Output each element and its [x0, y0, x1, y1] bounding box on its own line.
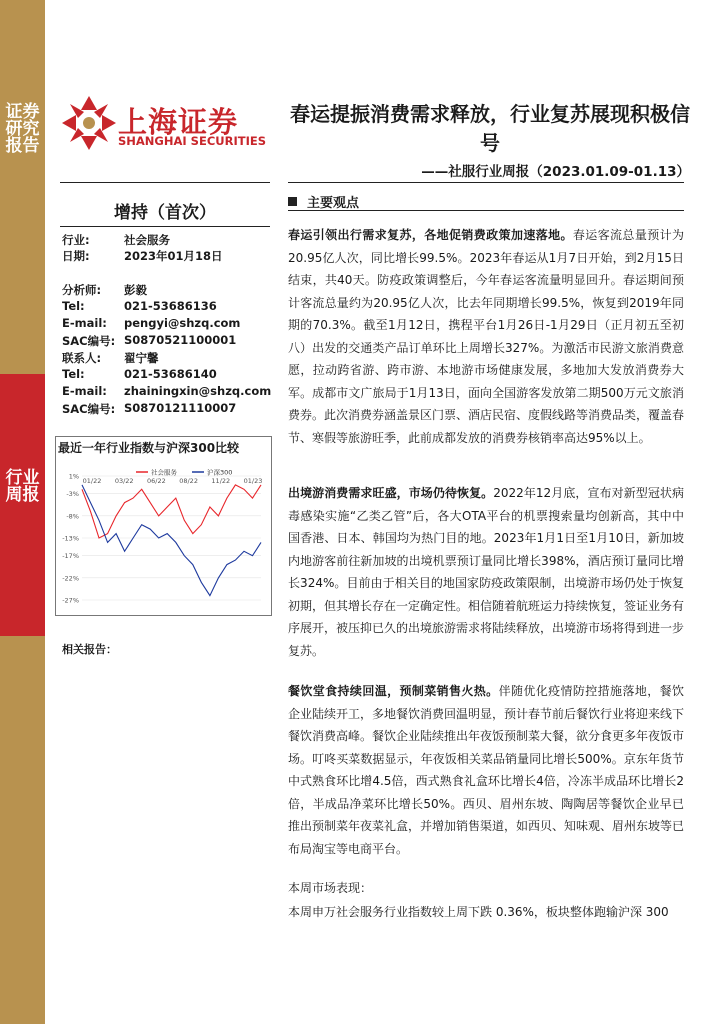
analyst-label: Tel: — [62, 367, 85, 381]
market-line: 本周申万社会服务行业指数较上周下跌 0.36%，板块整体跑输沪深 300 — [288, 905, 669, 919]
analyst-value: 021-53686136 — [124, 299, 217, 313]
meta-label: 行业: — [62, 233, 90, 247]
related-reports-label: 相关报告： — [62, 643, 117, 656]
chart-title: 最近一年行业指数与沪深300比较 — [58, 441, 240, 455]
analyst-label: SAC编号: — [62, 402, 116, 416]
analyst-label: 分析师: — [62, 283, 102, 297]
shanghai-securities-logo-icon — [58, 92, 120, 154]
left-top-rule — [60, 182, 270, 183]
x-tick-label: 08/22 — [179, 477, 198, 485]
paragraph-body: 春运客流总量预计为20.95亿人次，同比增长99.5%。2023年春运从1月7日开始，到2月15日结束，共40天。防疫政策调整后，今年春运客流量明显回升。春运期间预计客流总量约为20.95亿人次，比去年同期增长99.5%，恢复到2019年同期的70.3%。截至1月12日，携程平台1月26日-1月29日（正月初五至初八）出发的交通类产品订单环比上周增长327%。为激活市民游文旅消费意愿，拉动跨省游、跨市游、本地游市场健康发展，多地加大发放消费券大军。成都市文广旅局于1月13日，面向全国游客发放第二期500万元文旅消费券。此次消费券涵盖景区门票、酒店民宿、度假线路等消费品类，覆盖春节、寒假等旅游旺季，此前成都发放的消费券核销率高达95%以上。 — [288, 228, 685, 445]
section-title — [288, 192, 359, 211]
analyst-value: 翟宁馨 — [124, 351, 159, 365]
sidebar-highlight — [0, 374, 45, 636]
report-subtitle: ——社服行业周报（2023.01.09-01.13） — [421, 164, 690, 180]
section-title-text: 主要观点 — [307, 196, 360, 211]
market-heading: 本周市场表现： — [288, 881, 373, 895]
brand-name-en: SHANGHAI SECURITIES — [118, 134, 266, 148]
analyst-label: E-mail: — [62, 316, 107, 330]
analyst-email[interactable]: pengyi@shzq.com — [124, 316, 241, 330]
paragraph-catering — [288, 680, 684, 860]
x-tick-label: 01/22 — [82, 477, 102, 485]
rating-rule — [60, 226, 270, 227]
paragraph-body: 2022年12月底，宣布对新型冠状病毒感染实施“乙类乙管”后，各大OTA平台的机票搜索量均创新高，其中中国香港、日本、韩国均为热门目的地。2023年1月1日至1月10日，新加坡内地游客前往新加坡的出境机票预订量同比增长398%，酒店预订量同比增长324%。目前由于相关目的地国家防疫政策限制，出境游市场仍处于恢复初期，但其增长存在一定确定性。相信随着航班运力持续恢复，签证业务有序展开，被压抑已久的出境旅游需求将陆续释放，出境游市场将得到进一步复苏。 — [288, 486, 685, 658]
x-tick-label: 06/22 — [147, 477, 166, 485]
index-comparison-chart — [56, 468, 269, 612]
sidebar-label-research: 证券研究报告 — [5, 102, 40, 156]
analyst-label: 联系人: — [62, 351, 102, 365]
rating-label: 增持（首次） — [114, 203, 216, 223]
series-line — [82, 485, 261, 538]
y-tick-label: -8% — [66, 512, 79, 521]
legend-label: 沪深300 — [207, 468, 233, 477]
analyst-label: Tel: — [62, 299, 85, 313]
meta-value: 2023年01月18日 — [124, 249, 223, 263]
sidebar-label-weekly: 行业周报 — [5, 468, 40, 505]
x-tick-label: 03/22 — [114, 477, 134, 485]
paragraph-lead: 春运引领出行需求复苏，各地促销费政策加速落地。 — [288, 228, 573, 242]
title-rule — [288, 182, 684, 183]
x-tick-label: 11/22 — [211, 477, 231, 485]
bullet-square-icon — [288, 197, 297, 206]
analyst-value: 021-53686140 — [124, 367, 217, 381]
y-tick-label: -22% — [62, 574, 79, 583]
y-tick-label: -3% — [66, 490, 79, 499]
y-tick-label: 1% — [68, 472, 79, 481]
analyst-email[interactable]: zhainingxin@shzq.com — [124, 384, 272, 398]
paragraph-spring-festival — [288, 224, 684, 449]
analyst-value: S0870121110007 — [124, 401, 237, 415]
series-line — [82, 485, 261, 596]
meta-label: 日期: — [62, 249, 90, 263]
y-tick-label: -13% — [62, 534, 79, 543]
y-tick-label: -27% — [62, 596, 79, 605]
report-title: 春运提振消费需求释放，行业复苏展现积极信号 — [290, 102, 690, 155]
x-tick-label: 01/23 — [243, 477, 263, 485]
analyst-value: S0870521100001 — [124, 333, 237, 347]
analyst-label: SAC编号: — [62, 334, 116, 348]
analyst-value: 彭毅 — [124, 283, 147, 297]
brand-name-cn: 上海证券 — [118, 105, 239, 139]
meta-value: 社会服务 — [124, 233, 170, 247]
legend-label: 社会服务 — [151, 468, 177, 477]
y-tick-label: -17% — [62, 552, 79, 561]
paragraph-body: 伴随优化疫情防控措施落地，餐饮企业陆续开工，多地餐饮消费回温明显，预计春节前后餐饮行业将迎来线下餐饮消费高峰。餐饮企业陆续推出年夜饭预制菜大餐，欲分食更多年夜饭市场。叮咚买菜数据显示，年夜饭相关菜品销量同比增长500%。京东年货节中式熟食环比增4.5倍，西式熟食礼盒环比增长4倍，冷冻半成品环比增长2倍，半成品净菜环比增长50%。西贝、眉州东坡、陶陶居等餐饮企业早已推出预制菜年夜菜礼盒，并增加销售渠道，如西贝、知味观、眉州东坡等已布局淘宝等电商平台。 — [288, 684, 685, 856]
paragraph-lead: 出境游消费需求旺盛，市场仍待恢复。 — [288, 486, 494, 500]
paragraph-outbound-travel — [288, 482, 684, 662]
analyst-label: E-mail: — [62, 384, 107, 398]
paragraph-lead: 餐饮堂食持续回温，预制菜销售火热。 — [288, 684, 499, 698]
